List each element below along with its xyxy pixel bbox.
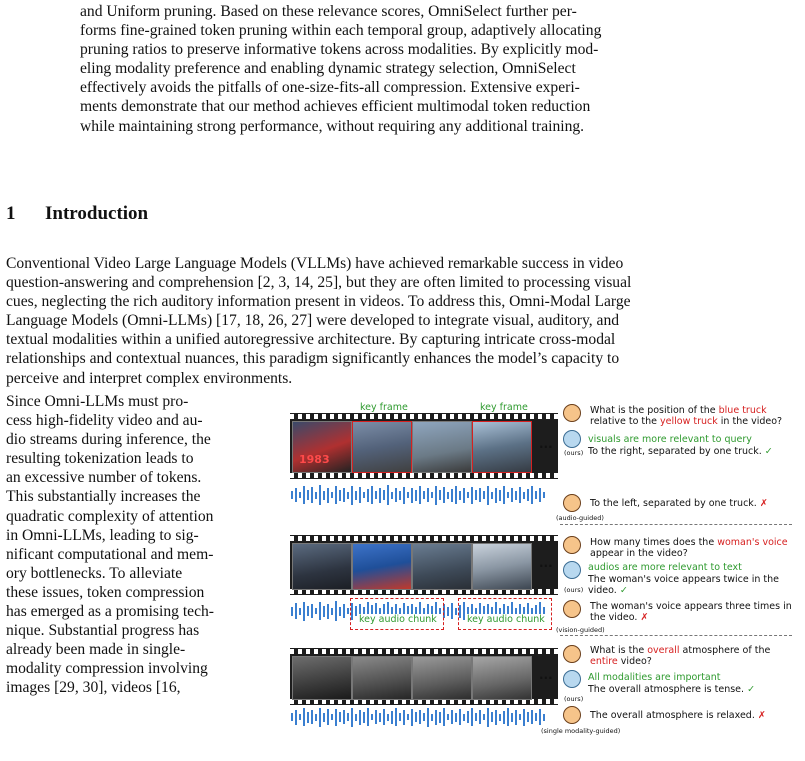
film-perforation bbox=[290, 649, 558, 654]
ours-tag: (ours) bbox=[564, 695, 584, 703]
user-avatar-icon bbox=[563, 645, 581, 663]
film-perforation bbox=[290, 414, 558, 419]
omniselect-robot-icon bbox=[563, 561, 581, 579]
question-1: What is the position of the blue truck relative to the yellow truck in the video? bbox=[590, 405, 783, 427]
cross-icon: ✗ bbox=[640, 612, 649, 623]
answer-other-3: The overall atmosphere is relaxed. ✗ bbox=[590, 710, 766, 721]
key-video-frame bbox=[352, 421, 412, 473]
baseline-tag: (audio-guided) bbox=[556, 514, 604, 522]
video-frame bbox=[352, 656, 412, 700]
paragraph-line: ory bottlenecks. To alleviate bbox=[6, 564, 183, 582]
section-title: Introduction bbox=[45, 203, 149, 224]
paragraph-line: these issues, token compression bbox=[6, 583, 205, 601]
ours-tag: (ours) bbox=[564, 586, 584, 594]
paragraph-line: resulting tokenization leads to bbox=[6, 450, 194, 468]
paragraph-line: Since Omni-LLMs must pro- bbox=[6, 393, 189, 410]
paragraph-line: quadratic complexity of attention bbox=[6, 507, 214, 525]
baseline-avatar-icon bbox=[563, 600, 581, 618]
check-icon: ✓ bbox=[747, 684, 756, 695]
ours-tag: (ours) bbox=[564, 449, 584, 457]
abstract-line: eling modality preference and enabling dynamic strategy selection, OmniSelect bbox=[80, 60, 576, 78]
video-frame bbox=[412, 543, 472, 590]
key-frame-label: key frame bbox=[480, 402, 528, 413]
abstract-line: effectively avoids the pitfalls of one-size-fits-all compression. Extensive experi- bbox=[80, 79, 580, 97]
cross-icon: ✗ bbox=[757, 710, 766, 721]
check-icon: ✓ bbox=[764, 446, 773, 457]
key-audio-chunk-label: key audio chunk bbox=[467, 614, 545, 625]
paragraph-line: nificant computational and mem- bbox=[6, 545, 214, 563]
audio-waveform bbox=[291, 484, 545, 506]
paragraph-line: images [29, 30], videos [16, bbox=[6, 679, 181, 697]
omniselect-robot-icon bbox=[563, 670, 581, 688]
paragraph-line: textual modalities within a unified autoregressive architecture. By capturing intricate cross-modal bbox=[6, 331, 616, 349]
video-filmstrip bbox=[290, 413, 558, 479]
video-frame bbox=[352, 543, 412, 590]
paragraph-line: Language Models (Omni-LLMs) [17, 18, 26, 27] were developed to integrate visual, auditory, and bbox=[6, 312, 620, 330]
video-frame bbox=[472, 543, 532, 590]
user-avatar-icon bbox=[563, 404, 581, 422]
paragraph-line: nique. Substantial progress has bbox=[6, 622, 200, 640]
frame-overlay-text: 1983 bbox=[299, 453, 330, 466]
section-number: 1 bbox=[6, 203, 16, 224]
video-frame bbox=[472, 656, 532, 700]
video-frame bbox=[292, 543, 352, 590]
insight-1: visuals are more relevant to query bbox=[588, 434, 752, 445]
paragraph-line: in Omni-LLMs, leading to sig- bbox=[6, 526, 199, 544]
baseline-avatar-icon bbox=[563, 706, 581, 724]
abstract-line: and Uniform pruning. Based on these relevance scores, OmniSelect further per- bbox=[80, 3, 577, 20]
insight-2: audios are more relevant to text bbox=[588, 562, 742, 573]
baseline-avatar-icon bbox=[563, 494, 581, 512]
abstract-line: while maintaining strong performance, without requiring any additional training. bbox=[80, 117, 585, 135]
question-3: What is the overall atmosphere of the entire video? bbox=[590, 645, 771, 667]
row-divider bbox=[560, 524, 792, 525]
film-perforation bbox=[290, 536, 558, 541]
audio-waveform bbox=[291, 706, 545, 728]
question-2: How many times does the woman's voice appear in the video? bbox=[590, 537, 788, 559]
video-filmstrip bbox=[290, 648, 558, 705]
answer-ours-1: To the right, separated by one truck. ✓ bbox=[588, 446, 773, 457]
video-frame bbox=[412, 421, 472, 473]
abstract-line: pruning ratios to preserve informative tokens across modalities. By explicitly mod- bbox=[80, 41, 599, 59]
key-frame-label: key frame bbox=[360, 402, 408, 413]
paragraph-line: has emerged as a promising tech- bbox=[6, 603, 214, 621]
user-avatar-icon bbox=[563, 536, 581, 554]
check-icon: ✓ bbox=[619, 585, 628, 596]
paragraph-line: perceive and interpret complex environments. bbox=[6, 369, 293, 387]
film-perforation bbox=[290, 473, 558, 478]
omniselect-robot-icon bbox=[563, 430, 581, 448]
paragraph-line: cess high-fidelity video and au- bbox=[6, 412, 203, 430]
video-frame bbox=[292, 421, 352, 473]
answer-ours-3: The overall atmosphere is tense. ✓ bbox=[588, 684, 756, 695]
insight-3: All modalities are important bbox=[588, 672, 721, 683]
abstract-line: forms fine-grained token pruning within each temporal group, adaptively allocating bbox=[80, 22, 602, 40]
paragraph-line: relationships and contextual nuances, this paradigm significantly enhances the model’s capacity to bbox=[6, 350, 620, 368]
ellipsis: ... bbox=[539, 556, 553, 570]
baseline-tag: (vision-guided) bbox=[556, 626, 605, 634]
abstract-line: ments demonstrate that our method achieves efficient multimodal token reduction bbox=[80, 98, 591, 116]
ellipsis: ... bbox=[539, 668, 553, 682]
cross-icon: ✗ bbox=[759, 498, 768, 509]
answer-ours-2: The woman's voice appears twice in the video. ✓ bbox=[588, 574, 780, 596]
key-audio-chunk-label: key audio chunk bbox=[359, 614, 437, 625]
video-filmstrip bbox=[290, 535, 558, 595]
paragraph-line: cues, neglecting the rich auditory information present in videos. To address this, Omni-Modal Large bbox=[6, 293, 631, 311]
paragraph-line: an excessive number of tokens. bbox=[6, 469, 202, 487]
paragraph-line: modality compression involving bbox=[6, 660, 208, 678]
video-frame bbox=[292, 656, 352, 700]
paragraph-line: Conventional Video Large Language Models (VLLMs) have achieved remarkable success in video bbox=[6, 255, 624, 272]
answer-other-1: To the left, separated by one truck. ✗ bbox=[590, 498, 768, 509]
video-frame bbox=[412, 656, 472, 700]
ellipsis: ... bbox=[539, 437, 553, 451]
paragraph-line: question-answering and comprehension [2, 3, 14, 25], but they are often limited to processing visual bbox=[6, 274, 632, 292]
answer-other-2: The woman's voice appears three times in the video. ✗ bbox=[590, 601, 792, 623]
key-video-frame bbox=[472, 421, 532, 473]
paragraph-line: already been made in single- bbox=[6, 641, 186, 659]
paragraph-line: This substantially increases the bbox=[6, 488, 201, 506]
row-divider bbox=[560, 635, 792, 636]
baseline-tag: (single modality-guided) bbox=[541, 727, 621, 735]
paragraph-line: dio streams during inference, the bbox=[6, 431, 211, 449]
